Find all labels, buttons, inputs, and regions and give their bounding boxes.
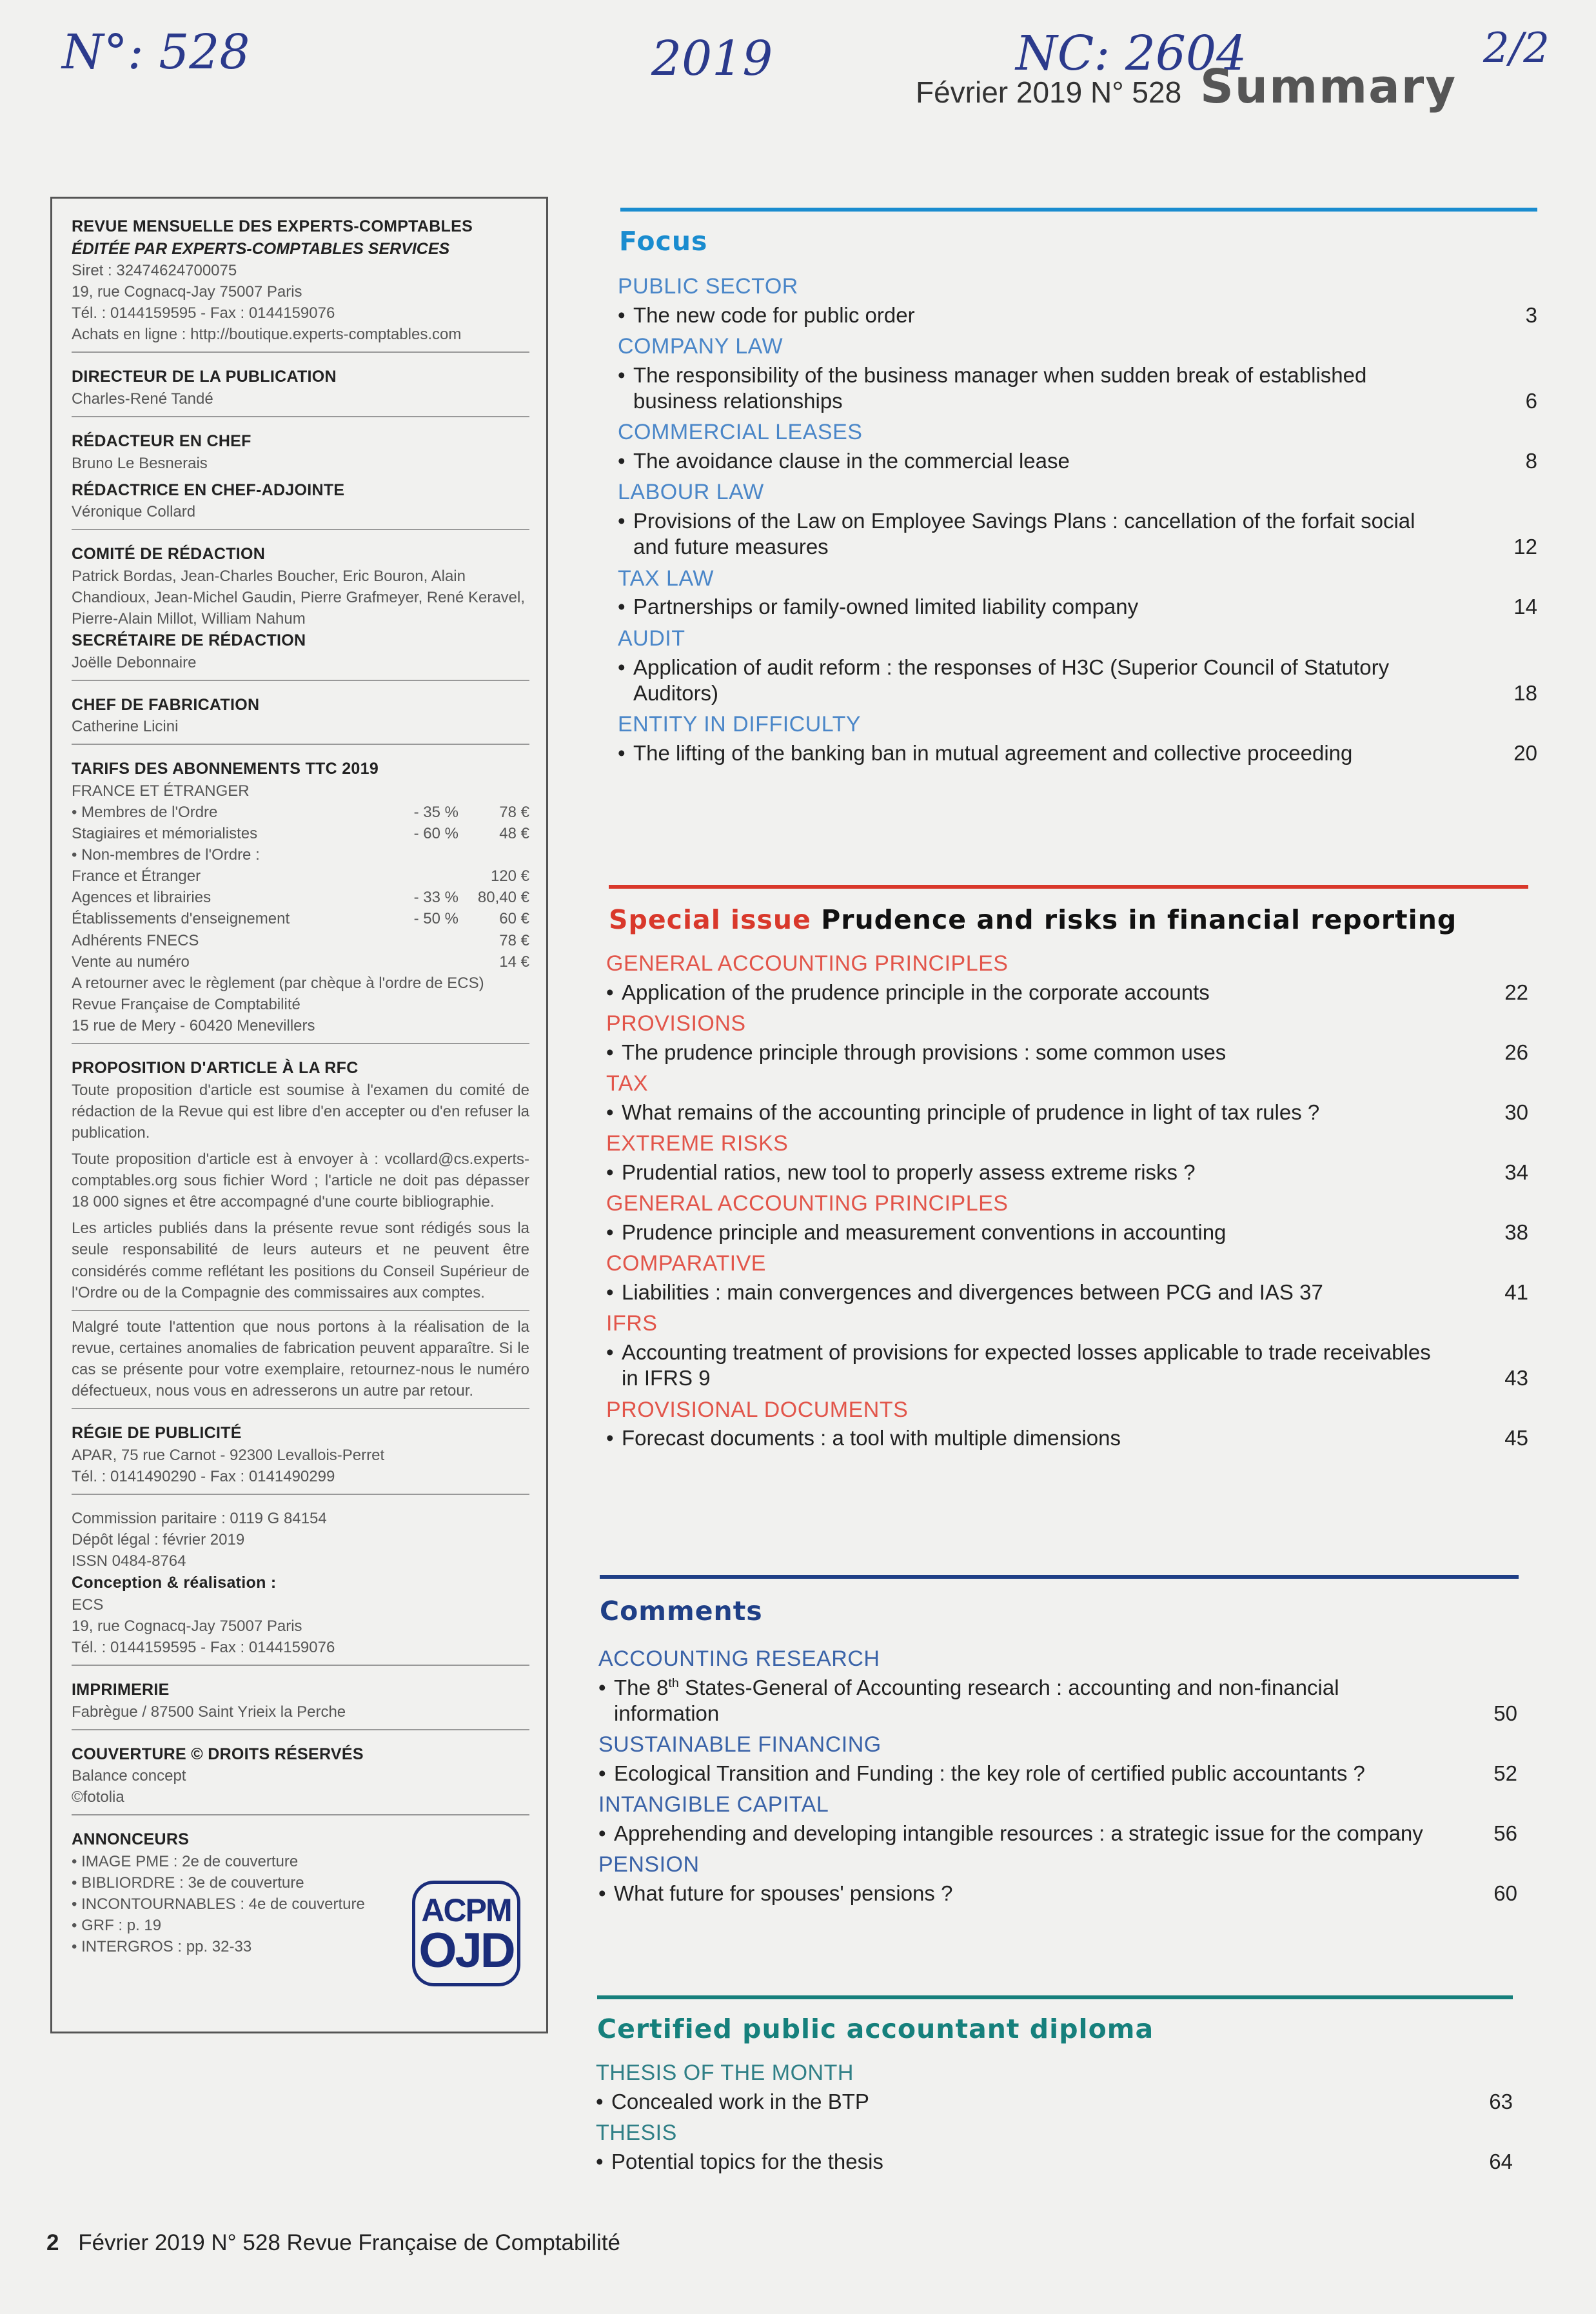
proposition-section — [72, 1057, 529, 1409]
toc-category: PROVISIONAL DOCUMENTS — [606, 1397, 909, 1422]
toc-item-text: Application of audit reform : the responses of H3C (Superior Council of Statutory Auditors) — [633, 655, 1390, 705]
secretaire-title: SECRÉTAIRE DE RÉDACTION — [72, 631, 306, 650]
annonceur-item: • BIBLIORDRE : 3e de couverture — [72, 1874, 304, 1892]
handwritten-nc: NC: 2604 — [1016, 26, 1247, 81]
toc-page-number: 38 — [1504, 1220, 1528, 1244]
bullet-icon: • — [618, 302, 626, 327]
tarifs-retour: Revue Française de Comptabilité — [72, 995, 300, 1013]
tarif-pct: - 33 % — [413, 889, 458, 907]
masthead-box — [50, 197, 548, 2033]
logo-text-top: ACPM — [421, 1892, 511, 1928]
masthead-title-1: REVUE MENSUELLE DES EXPERTS-COMPTABLES — [72, 217, 473, 235]
toc-item[interactable] — [606, 1220, 1528, 1245]
masthead-line: Tél. : 0144159595 - Fax : 0144159076 — [72, 304, 335, 322]
toc-entry — [598, 1646, 1517, 1726]
toc-item-text: States-General of Accounting research : accounting and non-financial information — [614, 1675, 1339, 1726]
toc-category: IFRS — [606, 1311, 658, 1336]
toc-item-text: Concealed work in the BTP — [611, 2089, 869, 2113]
toc-page-number: 20 — [1513, 740, 1537, 765]
toc-page-number: 56 — [1493, 1821, 1517, 1846]
tarif-label: Vente au numéro — [72, 953, 190, 971]
toc-item[interactable] — [618, 508, 1537, 560]
toc-entry — [596, 2120, 1513, 2175]
toc-item[interactable] — [618, 302, 1537, 328]
bullet-icon: • — [606, 1340, 614, 1365]
tarif-pct: - 60 % — [413, 825, 458, 843]
toc-page-number: 26 — [1504, 1040, 1528, 1064]
tarif-price: 78 € — [499, 803, 529, 821]
toc-category: SUSTAINABLE FINANCING — [598, 1732, 882, 1757]
fabrication-title: CHEF DE FABRICATION — [72, 695, 260, 714]
toc-item[interactable] — [598, 1761, 1517, 1786]
bullet-icon: • — [618, 449, 626, 473]
bullet-icon: • — [606, 1426, 614, 1450]
toc-item[interactable] — [618, 740, 1537, 766]
toc-page-number: 22 — [1504, 980, 1528, 1004]
toc-entry — [598, 1792, 1517, 1846]
toc-page-number: 18 — [1513, 680, 1537, 705]
commission-section — [72, 1508, 529, 1666]
toc-item-text: Application of the prudence principle in the corporate accounts — [622, 980, 1210, 1004]
toc-category: AUDIT — [618, 626, 685, 651]
toc-entry — [618, 333, 1537, 414]
imprimerie-section — [72, 1679, 529, 1730]
directeur-title: DIRECTEUR DE LA PUBLICATION — [72, 368, 337, 386]
toc-category: ACCOUNTING RESEARCH — [598, 1646, 880, 1671]
diploma-title: Certified public accountant diploma — [597, 2013, 1154, 2044]
toc-category: COMMERCIAL LEASES — [618, 420, 863, 445]
tarifs-table — [72, 802, 529, 973]
secretaire-name: Joëlle Debonnaire — [72, 653, 197, 671]
toc-entry — [606, 1011, 1528, 1065]
toc-entry — [596, 2060, 1513, 2115]
toc-entry — [618, 419, 1537, 474]
redaction-section — [72, 430, 529, 530]
toc-entry — [606, 1397, 1528, 1452]
fabrication-name: Catherine Licini — [72, 718, 179, 736]
special-title: Prudence and risks in financial reporting — [821, 904, 1457, 935]
annonceur-item: • GRF : p. 19 — [72, 1917, 162, 1935]
directeur-name: Charles-René Tandé — [72, 390, 213, 408]
toc-entry — [618, 479, 1537, 560]
toc-item[interactable] — [606, 980, 1528, 1005]
annonceur-item: • IMAGE PME : 2e de couverture — [72, 1852, 299, 1870]
toc-category: COMPANY LAW — [618, 334, 783, 359]
bullet-icon: • — [596, 2089, 604, 2113]
toc-item-text: Prudence principle and measurement conventions in accounting — [622, 1220, 1227, 1244]
toc-page-number: 41 — [1504, 1280, 1528, 1305]
issue-date: Février 2019 N° 528 — [916, 75, 1182, 109]
couverture-title: COUVERTURE © DROITS RÉSERVÉS — [72, 1745, 364, 1763]
tarifs-retour: A retourner avec le règlement (par chèque à l'ordre de ECS) — [72, 974, 484, 992]
focus-rule — [620, 208, 1537, 212]
redacteur-title: RÉDACTEUR EN CHEF — [72, 432, 251, 451]
toc-category: INTANGIBLE CAPITAL — [598, 1792, 829, 1817]
bullet-icon: • — [598, 1761, 606, 1786]
tarif-label: Stagiaires et mémorialistes — [72, 825, 258, 843]
tarifs-title: TARIFS DES ABONNEMENTS TTC 2019 — [72, 760, 379, 778]
toc-item[interactable] — [606, 1100, 1528, 1125]
toc-entry — [618, 626, 1537, 706]
summary-title: Summary — [1199, 59, 1457, 114]
toc-category: PROVISIONS — [606, 1011, 746, 1036]
toc-item[interactable] — [606, 1040, 1528, 1065]
fabrication-section — [72, 694, 529, 746]
toc-item[interactable] — [606, 1340, 1528, 1392]
redactrice-name: Véronique Collard — [72, 503, 196, 521]
toc-item[interactable] — [598, 1675, 1517, 1727]
tarif-pct: - 35 % — [413, 803, 458, 821]
redacteur-name: Bruno Le Besnerais — [72, 454, 208, 472]
tarif-pct: - 50 % — [413, 910, 458, 928]
tarif-price: 14 € — [499, 953, 529, 971]
toc-item[interactable] — [606, 1160, 1528, 1185]
toc-item[interactable] — [606, 1425, 1528, 1451]
annonceur-item: • INCONTOURNABLES : 4e de couverture — [72, 1895, 365, 1914]
toc-entry — [606, 1251, 1528, 1305]
toc-category: PENSION — [598, 1852, 700, 1877]
toc-item[interactable] — [596, 2089, 1513, 2115]
toc-category: GENERAL ACCOUNTING PRINCIPLES — [606, 1191, 1009, 1216]
toc-item[interactable] — [598, 1881, 1517, 1906]
toc-entry — [618, 273, 1537, 328]
focus-list — [618, 268, 1537, 766]
directeur-section — [72, 366, 529, 417]
toc-item-text: Forecast documents : a tool with multiple dimensions — [622, 1426, 1121, 1450]
page-footer — [46, 2230, 620, 2256]
tarif-label: Adhérents FNECS — [72, 931, 199, 949]
masthead-title-2: ÉDITÉE PAR EXPERTS-COMPTABLES SERVICES — [72, 239, 450, 258]
bullet-icon: • — [606, 1280, 614, 1305]
bullet-icon: • — [606, 980, 614, 1004]
focus-title: Focus — [619, 226, 708, 257]
commission-line: ISSN 0484-8764 — [72, 1552, 186, 1570]
commission-line: 19, rue Cognacq-Jay 75007 Paris — [72, 1617, 302, 1635]
toc-page-number: 12 — [1513, 535, 1537, 559]
toc-item-text: Prudential ratios, new tool to properly assess extreme risks ? — [622, 1160, 1196, 1184]
tarif-price: 80,40 € — [477, 889, 529, 907]
toc-category: THESIS OF THE MONTH — [596, 2061, 854, 2085]
commission-line: Tél. : 0144159595 - Fax : 0144159076 — [72, 1638, 335, 1656]
toc-entry — [606, 1071, 1528, 1125]
toc-page-number: 64 — [1489, 2149, 1513, 2173]
toc-page-number: 52 — [1493, 1761, 1517, 1786]
toc-category: LABOUR LAW — [618, 480, 764, 505]
toc-page-number: 43 — [1504, 1366, 1528, 1390]
tarif-label: • Membres de l'Ordre — [72, 803, 218, 821]
regie-line: Tél. : 0141490290 - Fax : 0141490299 — [72, 1467, 335, 1485]
regie-title: RÉGIE DE PUBLICITÉ — [72, 1424, 242, 1443]
toc-item-text: The responsibility of the business manager when sudden break of established business relationships — [633, 362, 1367, 413]
toc-item[interactable] — [598, 1821, 1517, 1846]
tarif-price: 48 € — [499, 825, 529, 843]
toc-category: TAX — [606, 1071, 649, 1096]
acpm-ojd-logo — [412, 1881, 520, 1986]
redactrice-title: RÉDACTRICE EN CHEF-ADJOINTE — [72, 480, 345, 499]
comments-title: Comments — [600, 1596, 763, 1627]
footer-page-number: 2 — [46, 2230, 59, 2255]
toc-entry — [606, 951, 1528, 1005]
commission-line: ECS — [72, 1596, 104, 1614]
annonceur-item: • INTERGROS : pp. 32-33 — [72, 1938, 252, 1956]
toc-item[interactable] — [618, 594, 1537, 620]
toc-item[interactable] — [618, 655, 1537, 707]
comite-names: Patrick Bordas, Jean-Charles Boucher, Eric Bouron, Alain Chandioux, Jean-Michel Gaudin, Pierre Grafmeyer, René Keravel, Pierre-Alain Millot, William Nahum — [72, 567, 526, 628]
tarif-label: Établissements d'enseignement — [72, 910, 290, 928]
tarifs-section — [72, 758, 529, 1044]
proposition-p1: Toute proposition d'article est soumise à l'examen du comité de rédaction de la Revue qui est libre d'en accepter ou d'en refuser la publication. — [72, 1081, 529, 1142]
proposition-p2: Toute proposition d'article est à envoyer à : vcollard@cs.experts-comptables.org sous fichier Word ; l'article ne doit pas dépasser 18 000 signes et être accompagné d'une courte bibliographie. — [72, 1150, 529, 1211]
toc-entry — [598, 1852, 1517, 1906]
special-label: Special issue — [609, 904, 811, 935]
toc-item-text: Potential topics for the thesis — [611, 2149, 883, 2173]
toc-item-sup: th — [668, 1676, 679, 1690]
tarif-price: 60 € — [499, 910, 529, 928]
toc-item-text: Apprehending and developing intangible resources : a strategic issue for the company — [614, 1821, 1423, 1846]
bullet-icon: • — [618, 740, 626, 765]
toc-entry — [618, 566, 1537, 620]
logo-text-bottom: OJD — [419, 1923, 514, 1978]
comments-rule — [600, 1575, 1519, 1579]
handwritten-page: 2/2 — [1483, 25, 1550, 72]
toc-page-number: 60 — [1493, 1881, 1517, 1906]
toc-category: ENTITY IN DIFFICULTY — [618, 712, 862, 737]
bullet-icon: • — [596, 2149, 604, 2173]
masthead-section — [72, 215, 529, 353]
toc-page-number: 30 — [1504, 1100, 1528, 1124]
tarif-label: • Non-membres de l'Ordre : — [72, 846, 260, 864]
toc-page-number: 3 — [1525, 302, 1537, 327]
toc-entry — [618, 711, 1537, 766]
toc-page-number: 63 — [1489, 2089, 1513, 2113]
imprimerie-line: Fabrègue / 87500 Saint Yrieix la Perche — [72, 1703, 346, 1721]
toc-page-number: 14 — [1513, 595, 1537, 619]
footer-text: Février 2019 N° 528 Revue Française de Comptabilité — [78, 2230, 621, 2255]
tarif-price: 120 € — [490, 867, 529, 885]
regie-section — [72, 1422, 529, 1495]
toc-item-text: What remains of the accounting principle of prudence in light of tax rules ? — [622, 1100, 1320, 1124]
bullet-icon: • — [618, 362, 626, 387]
toc-category: PUBLIC SECTOR — [618, 274, 798, 299]
toc-category: THESIS — [596, 2121, 677, 2146]
regie-line: APAR, 75 rue Carnot - 92300 Levallois-Perret — [72, 1446, 385, 1464]
toc-item[interactable] — [596, 2149, 1513, 2175]
couverture-section — [72, 1743, 529, 1816]
tarif-label: Agences et librairies — [72, 889, 212, 907]
toc-item-text: The lifting of the banking ban in mutual agreement and collective proceeding — [633, 740, 1353, 765]
toc-page-number: 34 — [1504, 1160, 1528, 1184]
toc-item[interactable] — [618, 362, 1537, 415]
toc-item-text: Accounting treatment of provisions for expected losses applicable to trade receivables in IFRS 9 — [622, 1340, 1431, 1390]
bullet-icon: • — [606, 1040, 614, 1064]
handwritten-issue-ref: N°: 528 — [62, 25, 250, 80]
toc-category: EXTREME RISKS — [606, 1131, 789, 1156]
page-header — [916, 59, 1457, 114]
tarifs-retour: 15 rue de Mery - 60420 Menevillers — [72, 1017, 315, 1035]
toc-entry — [606, 1131, 1528, 1185]
proposition-p4: Malgré toute l'attention que nous portons à la réalisation de la revue, certaines anomalies de fabrication peuvent apparaître. Si le cas se présente pour votre exemplaire, retournez-nous le numéro défectueux, nous vous en adresserons un autre par retour. — [72, 1318, 529, 1400]
special-rule — [609, 885, 1528, 889]
imprimerie-title: IMPRIMERIE — [72, 1681, 170, 1699]
toc-page-number: 50 — [1493, 1701, 1517, 1726]
commission-line: Commission paritaire : 0119 G 84154 — [72, 1509, 327, 1527]
tarifs-region: FRANCE ET ÉTRANGER — [72, 782, 250, 800]
toc-item-text: Liabilities : main convergences and divergences between PCG and IAS 37 — [622, 1280, 1323, 1305]
annonceurs-title: ANNONCEURS — [72, 1830, 190, 1849]
bullet-icon: • — [618, 509, 626, 533]
toc-category: TAX LAW — [618, 566, 714, 591]
bullet-icon: • — [618, 655, 626, 679]
toc-item-text: Ecological Transition and Funding : the key role of certified public accountants ? — [614, 1761, 1365, 1786]
bullet-icon: • — [606, 1160, 614, 1184]
bullet-icon: • — [618, 595, 626, 619]
handwritten-year: 2019 — [651, 31, 773, 86]
toc-item-text: The prudence principle through provisions : some common uses — [622, 1040, 1227, 1064]
special-heading — [609, 904, 1457, 935]
proposition-p3: Les articles publiés dans la présente revue sont rédigés sous la seule responsabilité de leurs auteurs et ne peuvent être considérés comme reflétant les positions du Conseil Supérieur de l'Ordre ou de la Compagnie des commissaires aux comptes. — [72, 1218, 529, 1310]
bullet-icon: • — [606, 1100, 614, 1124]
comite-title: COMITÉ DE RÉDACTION — [72, 545, 266, 564]
toc-category: GENERAL ACCOUNTING PRINCIPLES — [606, 951, 1009, 976]
conception-title: Conception & réalisation : — [72, 1574, 277, 1592]
toc-item[interactable] — [618, 448, 1537, 474]
masthead-line: 19, rue Cognacq-Jay 75007 Paris — [72, 283, 302, 301]
diploma-list — [596, 2055, 1513, 2175]
toc-entry — [598, 1732, 1517, 1786]
toc-item-text: The new code for public order — [633, 302, 915, 327]
toc-page-number: 8 — [1525, 449, 1537, 473]
toc-entry — [606, 1191, 1528, 1245]
couverture-line: ©fotolia — [72, 1788, 124, 1806]
bullet-icon: • — [598, 1881, 606, 1906]
toc-item-text: Provisions of the Law on Employee Savings Plans : cancellation of the forfait social and future measures — [633, 509, 1415, 559]
toc-item-text: What future for spouses' pensions ? — [614, 1881, 953, 1906]
tarif-price: 78 € — [499, 931, 529, 949]
bullet-icon: • — [598, 1821, 606, 1846]
toc-item[interactable] — [606, 1280, 1528, 1305]
diploma-rule — [597, 1995, 1513, 1999]
proposition-title: PROPOSITION D'ARTICLE À LA RFC — [72, 1059, 359, 1078]
masthead-line: Siret : 32474624700075 — [72, 262, 237, 279]
comite-section — [72, 543, 529, 680]
toc-item-text: Partnerships or family-owned limited liability company — [633, 595, 1139, 619]
tarif-label: France et Étranger — [72, 867, 201, 885]
toc-page-number: 6 — [1525, 389, 1537, 413]
masthead-line: Achats en ligne : http://boutique.experts-comptables.com — [72, 326, 462, 344]
bullet-icon: • — [598, 1675, 606, 1699]
toc-item-text: The 8 — [614, 1675, 669, 1699]
toc-category: COMPARATIVE — [606, 1251, 766, 1276]
comments-list — [598, 1641, 1517, 1906]
toc-entry — [606, 1310, 1528, 1391]
bullet-icon: • — [606, 1220, 614, 1244]
special-list — [606, 945, 1528, 1452]
couverture-line: Balance concept — [72, 1767, 186, 1785]
commission-line: Dépôt légal : février 2019 — [72, 1530, 245, 1548]
toc-page-number: 45 — [1504, 1426, 1528, 1450]
toc-item-text: The avoidance clause in the commercial lease — [633, 449, 1070, 473]
